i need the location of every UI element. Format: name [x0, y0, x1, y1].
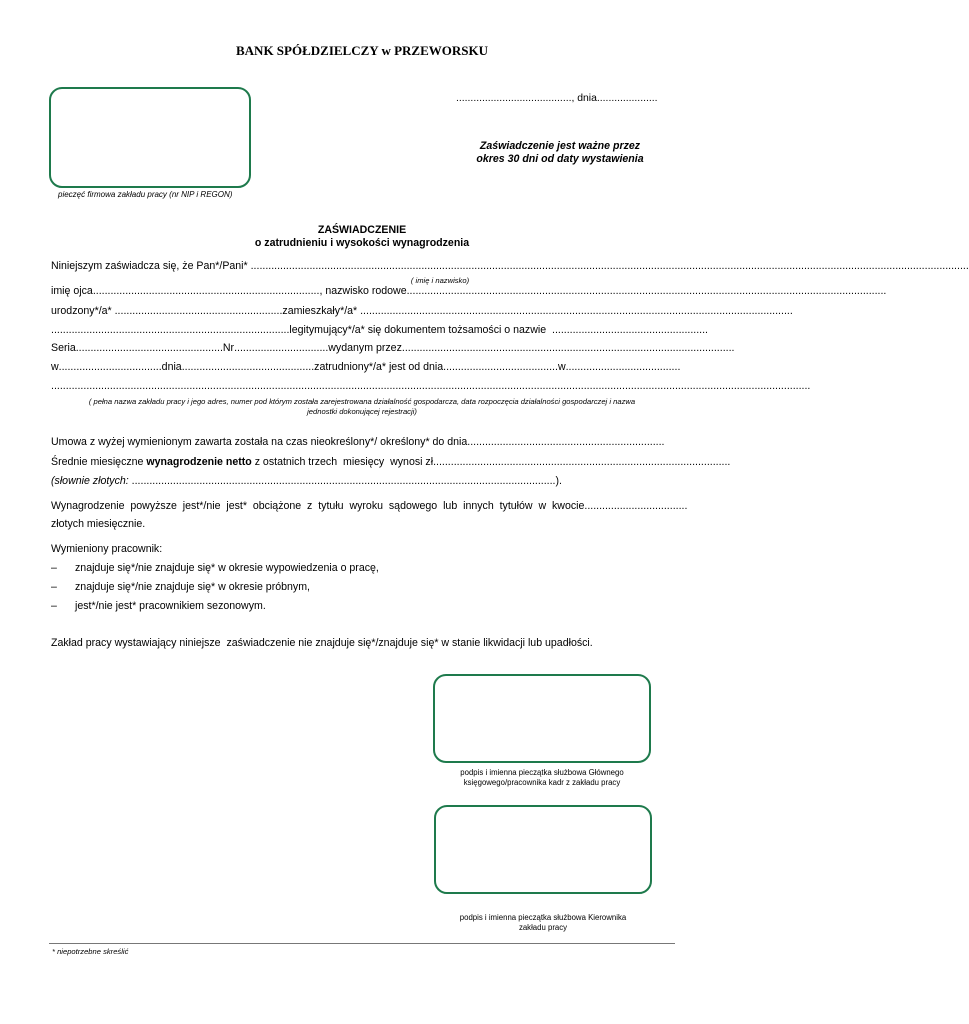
input-salary-dots[interactable]: ..................................................................................................... — [433, 456, 731, 468]
input-issued-by-dots[interactable]: ................................................................................................................. — [401, 342, 735, 354]
field-line-employment — [51, 361, 681, 373]
signature-caption-manager-line2: zakładu pracy — [518, 923, 568, 932]
field-line-series — [51, 342, 735, 354]
document-title-sub: o zatrudnieniu i wysokości wynagrodzenia — [254, 237, 470, 249]
employer-note-line2: jednostki dokonującej rejestracji) — [307, 407, 417, 416]
input-name-dots[interactable]: .................................................................................................................................................................................................................................................... — [247, 260, 969, 272]
input-place-dots[interactable]: ................................... — [58, 361, 162, 373]
label-employed-since: zatrudniony*/a* jest od dnia — [314, 361, 444, 373]
contract-line — [51, 436, 673, 448]
input-employed-since-dots[interactable]: ....................................... — [443, 361, 558, 373]
label-salary-c: z ostatnich trzech miesięcy wynosi zł — [251, 456, 434, 468]
garnishment-line-2: złotych miesięcznie. — [51, 518, 146, 530]
footnote-divider — [49, 943, 675, 944]
label-issued-by: wydanym przez — [328, 342, 402, 354]
label-salary-a: Średnie miesięczne — [51, 456, 147, 468]
liquidation-statement: Zakład pracy wystawiający niniejsze zaświadczenie nie znajduje się*/znajduje się* w stanie likwidacji lub upadłości. — [51, 637, 593, 649]
input-id-name-dots[interactable]: ..................................................... — [546, 324, 709, 336]
input-employer-dots[interactable]: ....................................... — [565, 361, 681, 373]
employee-item-1-text: znajduje się*/nie znajduje się* w okresie wypowiedzenia o pracę, — [75, 562, 379, 574]
label-father-name: imię ojca — [51, 285, 93, 297]
signature-box-accountant — [433, 674, 651, 763]
bank-name: BANK SPÓŁDZIELCZY w PRZEWORSKU — [236, 43, 488, 58]
label-salary-words: (słownie złotych: — [51, 475, 132, 487]
input-employer-full-dots[interactable]: .................................................................................................................................................................................................................................................................. — [51, 380, 811, 392]
input-id-dots-a[interactable]: ................................................................................. — [51, 324, 290, 336]
input-date-dots[interactable]: ............................................. — [181, 361, 315, 373]
document-title-main: ZAŚWIADCZENIE — [317, 224, 407, 236]
label-number: Nr — [222, 342, 235, 354]
label-garnishment: Wynagrodzenie powyższe jest*/nie jest* obciążone z tytułu wyroku sądowego lub innych tytułów w kwocie — [51, 500, 585, 512]
input-address-dots[interactable]: ................................................................................................................................................... — [357, 305, 793, 317]
list-bullet: – — [51, 581, 57, 593]
input-garnishment-dots[interactable]: ................................... — [584, 500, 688, 512]
input-series-dots[interactable]: .................................................. — [75, 342, 223, 354]
employer-note-line1: ( pełna nazwa zakładu pracy i jego adres, numer pod którym została zarejestrowana działalność gospodarcza, data rozpoczęcia działalności gospodarczej i nazwa — [88, 397, 636, 406]
field-line-name — [51, 260, 969, 272]
input-born-dots[interactable]: ......................................................... — [111, 305, 283, 317]
label-contract: Umowa z wyżej wymienionym zawarta została na czas nieokreślony*/ określony* do dnia — [51, 436, 468, 448]
label-name: Niniejszym zaświadcza się, że Pan*/Pani* — [51, 260, 248, 272]
input-number-dots[interactable]: ................................ — [234, 342, 329, 354]
input-contract-date-dots[interactable]: ................................................................... — [467, 436, 665, 448]
label-salary-words-end: ). — [555, 475, 562, 487]
label-series: Seria — [51, 342, 76, 354]
employee-heading: Wymieniony pracownik: — [51, 543, 163, 555]
field-line-birth — [51, 305, 793, 317]
input-father-name-dots[interactable]: ............................................................................. — [92, 285, 320, 297]
footnote: * niepotrzebne skreślić — [52, 947, 129, 956]
label-id-document: legitymujący*/a* się dokumentem tożsamości o nazwie — [289, 324, 547, 336]
label-salary-net: wynagrodzenie netto — [146, 456, 252, 468]
salary-line — [51, 456, 731, 468]
label-born: urodzony*/a* — [51, 305, 112, 317]
employee-item-3 — [51, 600, 266, 612]
label-in-2: w — [557, 361, 566, 373]
label-address: zamieszkały*/a* — [282, 305, 358, 317]
employee-item-1 — [51, 562, 379, 574]
employee-item-2 — [51, 581, 310, 593]
label-date: dnia — [161, 361, 182, 373]
date-line: ........................................, dnia..................... — [456, 93, 658, 104]
field-line-id — [51, 324, 709, 336]
company-stamp-box — [49, 87, 251, 188]
list-bullet: – — [51, 600, 57, 612]
company-stamp-caption: pieczęć firmowa zakładu pracy (nr NIP i REGON) — [58, 190, 233, 199]
salary-words-line — [51, 475, 673, 487]
garnishment-line — [51, 500, 688, 512]
input-maiden-name-dots[interactable]: ................................................................................................................................................................... — [406, 285, 887, 297]
input-salary-words-dots[interactable]: ................................................................................................................................................ — [131, 475, 556, 487]
employee-item-3-text: jest*/nie jest* pracownikiem sezonowym. — [75, 600, 266, 612]
name-note: ( imię i nazwisko) — [410, 276, 470, 285]
document-title — [0, 224, 724, 250]
validity-note-line1: Zaświadczenie jest ważne przez — [479, 140, 641, 152]
field-line-father — [51, 285, 887, 297]
validity-note — [442, 140, 678, 166]
validity-note-line2: okres 30 dni od daty wystawienia — [476, 153, 644, 165]
signature-caption-accountant — [420, 768, 664, 788]
signature-caption-manager-line1: podpis i imienna pieczątka służbowa Kierownika — [459, 913, 627, 922]
employer-note — [51, 397, 673, 417]
employee-item-2-text: znajduje się*/nie znajduje się* w okresie próbnym, — [75, 581, 310, 593]
signature-caption-accountant-line2: księgowego/pracownika kadr z zakładu pracy — [463, 778, 621, 787]
signature-caption-manager — [420, 913, 666, 933]
label-in: w — [51, 361, 59, 373]
signature-caption-accountant-line1: podpis i imienna pieczątka służbowa Głównego — [460, 768, 624, 777]
signature-box-manager — [434, 805, 652, 894]
label-maiden-name: , nazwisko rodowe — [319, 285, 407, 297]
list-bullet: – — [51, 562, 57, 574]
